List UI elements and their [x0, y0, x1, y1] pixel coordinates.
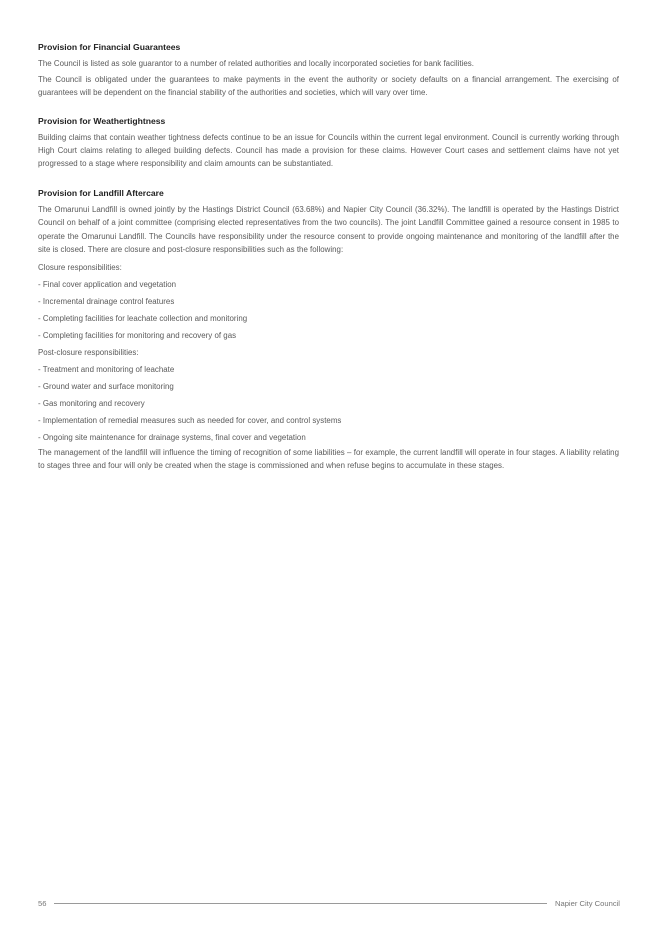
list-heading: Post-closure responsibilities: [38, 348, 139, 358]
list-item: - Implementation of remedial measures such as needed for cover, and control systems [38, 416, 342, 426]
section-heading: Provision for Financial Guarantees [38, 42, 181, 52]
section-landfill-aftercare [38, 188, 619, 472]
section-heading: Provision for Landfill Aftercare [38, 188, 164, 199]
footer-divider [54, 903, 547, 904]
paragraph: The Council is obligated under the guarantees to make payments in the event the authority or society defaults on a financial arrangement. The exercising of guarantees will be dependent on the financial stability of the authorities and societies, which will vary over time. [38, 75, 619, 98]
paragraph: Building claims that contain weather tightness defects continue to be an issue for Councils within the current legal environment. Council is currently working through High Court claims relating to alleged building defects. Council has made a provision for these claims. However Court cases and settlement claims have not yet progressed to a stage where responsibility and claim amounts can be substantiated. [38, 132, 619, 169]
page-number: 56 [38, 898, 47, 908]
list-item: - Gas monitoring and recovery [38, 399, 145, 409]
page-footer [38, 897, 620, 909]
list-item: - Ongoing site maintenance for drainage systems, final cover and vegetation [38, 433, 306, 443]
footer-organisation: Napier City Council [555, 898, 620, 908]
paragraph: The management of the landfill will influence the timing of recognition of some liabilities – for example, the current landfill will operate in four stages. A liability relating to stages three and four will only be created when the stage is commissioned and when refuse begins to accumulate in these stages. [38, 448, 619, 471]
paragraph: The Omarunui Landfill is owned jointly by the Hastings District Council (63.68%) and Napier City Council (36.32%). The landfill is operated by the Hastings District Council on behalf of a joint committee (comprising elected representatives from the two councils). The joint Landfill Committee gained a resource consent in 1985 to operate the Omarunui Landfill. The Councils have responsibility under the resource consent to provide ongoing maintenance and monitoring of the landfill after the site is closed. There are closure and post-closure responsibilities such as the following: [38, 205, 619, 254]
list-item: - Completing facilities for leachate collection and monitoring [38, 314, 248, 324]
list-item: - Incremental drainage control features [38, 297, 175, 307]
section-weathertightness [38, 116, 619, 171]
list-heading: Closure responsibilities: [38, 263, 122, 273]
section-heading: Provision for Weathertightness [38, 115, 166, 126]
paragraph: The Council is listed as sole guarantor to a number of related authorities and locally incorporated societies for bank facilities. [38, 59, 474, 68]
list-item: - Treatment and monitoring of leachate [38, 365, 175, 375]
section-financial-guarantees [38, 42, 619, 100]
list-item: - Ground water and surface monitoring [38, 382, 174, 392]
list-item: - Completing facilities for monitoring and recovery of gas [38, 331, 237, 341]
list-item: - Final cover application and vegetation [38, 280, 177, 290]
document-page [38, 42, 619, 488]
